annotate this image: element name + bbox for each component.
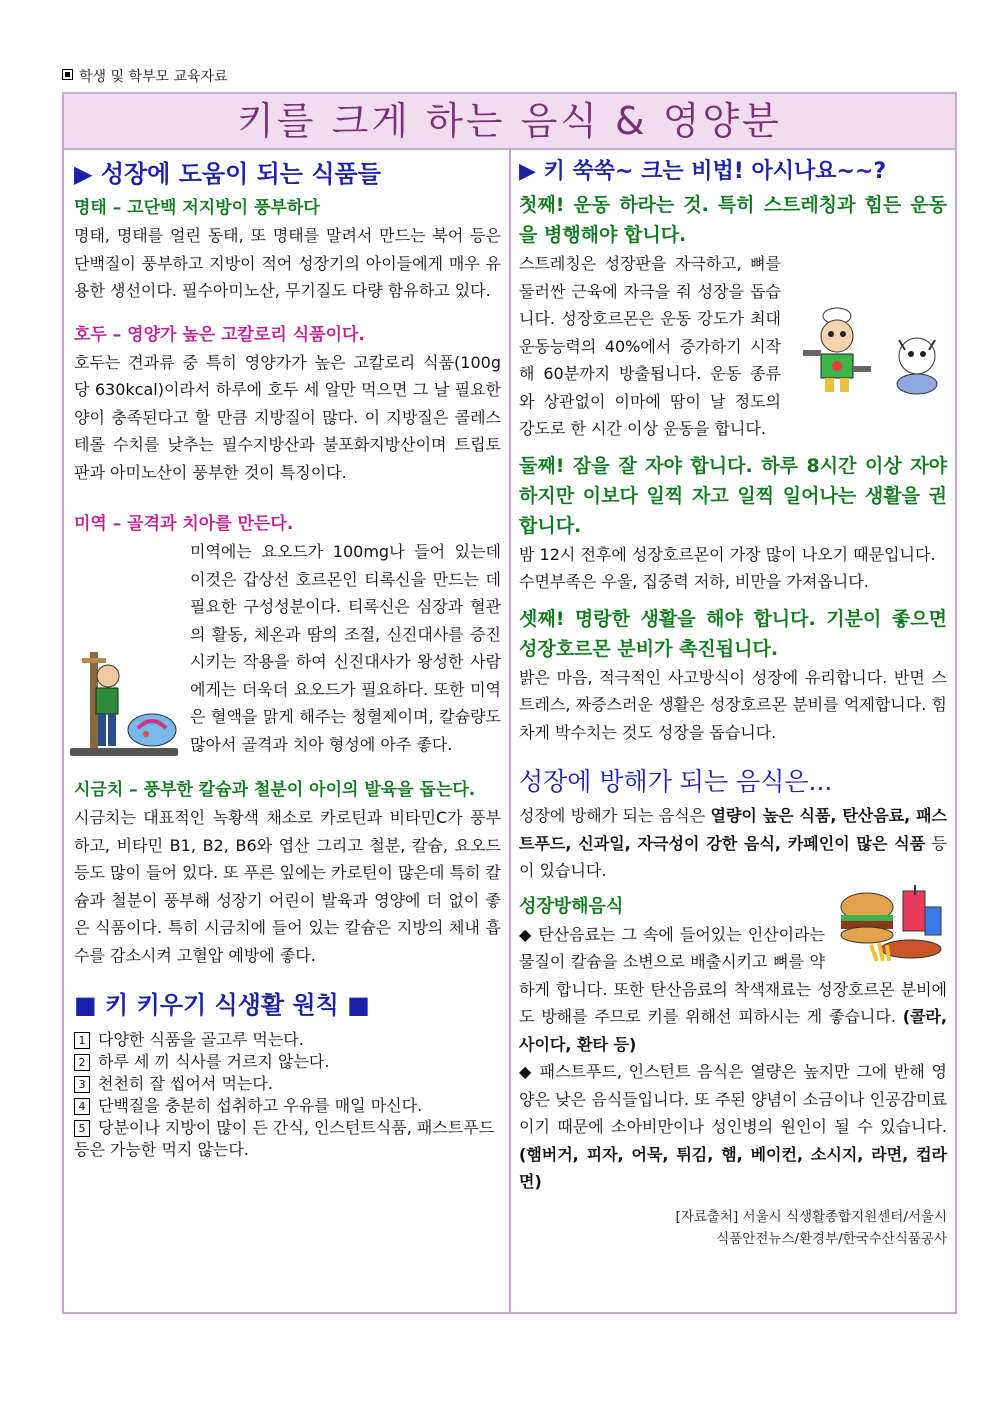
tip3-title: 셋째! 명랑한 생활을 해야 합니다. 기분이 좋으면 성장호르몬 분비가 촉진됩니다. <box>519 607 947 660</box>
fast-food-icon <box>831 885 947 965</box>
rule-item <box>74 1051 501 1073</box>
bad-food-subtitle: 성장방해음식 <box>519 895 624 917</box>
category-text: 학생 및 학부모 교육자료 <box>79 69 228 85</box>
rule-number: 5 <box>74 1120 90 1137</box>
tip1-body: 스트레칭은 성장판을 자극하고, 뼈를 둘러싼 근육에 자극을 줘 성장을 돕습니다. 성장호르몬은 운동 강도가 최대 운동능력의 40%에서 증가하기 시작해 60분까지 방출됩니다. 운동 종류와 상관없이 이마에 땀이 날 정도의 강도로 한 시간 이상 운동을 합니다. <box>519 254 781 438</box>
square-bullet-icon <box>62 69 73 80</box>
seaweed-body: 미역에는 요오드가 100mg나 들어 있는데 이것은 갑상선 호르몬인 티록신을 만드는 데 필요한 구성성분이다. 티록신은 심장과 혈관의 활동, 체온과 땀의 조절, 신진대사를 증진시키는 작용을 하여 신진대사가 왕성한 사람에게는 더욱더 요오드가 필요하다. 또한 미역은 혈액을 맑게 해주는 청혈제이며, 칼슘량도 많아서 골격과 치아 형성에 아주 좋다. <box>190 542 501 754</box>
tip2-body1: 밤 12시 전후에 성장호르몬이 가장 많이 나오기 때문입니다. <box>519 544 936 564</box>
seaweed-section <box>74 538 501 758</box>
bad-intro-c: 등이 있습니다. <box>519 833 948 880</box>
left-heading: ▶ 성장에 도움이 되는 식품들 <box>74 160 381 188</box>
rule-number: 3 <box>74 1076 90 1093</box>
tip3-body: 밝은 마음, 적극적인 사고방식이 성장에 유리합니다. 반면 스트레스, 짜증스러운 생활은 성장호르몬 분비를 억제합니다. 힘차게 박수치는 것도 성장을 돕습니다. <box>519 667 947 742</box>
left-column <box>64 150 511 1312</box>
fastfood-paragraph <box>519 1058 947 1196</box>
rule-item <box>74 1095 501 1117</box>
fastfood-text: ◆ 패스트푸드, 인스턴트 음식은 열량은 높지만 그에 반해 영양은 낮은 음식들입니다. 또 주된 양념이 소금이나 인공감미료이기 때문에 소아비만이나 성인병의 원인이 될 수 있습니다. <box>519 1062 947 1136</box>
right-heading: ▶ 키 쑥쑥~ 크는 비법! 아시나요~~? <box>519 159 887 184</box>
rule-item <box>74 1073 501 1095</box>
rule-item <box>74 1029 501 1051</box>
rule-text: 단백질을 충분히 섭취하고 우유를 매일 마신다. <box>98 1096 423 1115</box>
rule-text: 천천히 잘 씹어서 먹는다. <box>98 1074 273 1093</box>
seaweed-title: 미역 – 골격과 치아를 만든다. <box>74 514 294 534</box>
document-category-label <box>62 66 228 86</box>
source-line-1: [자료출처] 서울시 식생활종합지원센터/서울시 <box>675 1208 947 1225</box>
walnut-title: 호두 – 영양가 높은 고칼로리 식품이다. <box>74 324 365 345</box>
rules-title: ■ 키 키우기 식생활 원칙 ■ <box>74 991 370 1019</box>
exercising-kids-icon <box>787 306 951 398</box>
bad-food-intro <box>519 802 947 885</box>
rule-number: 1 <box>74 1032 90 1049</box>
tip2-body2: 수면부족은 우울, 집중력 저하, 비만을 가져옵니다. <box>519 572 869 591</box>
bad-food-section <box>519 893 947 1196</box>
tip2-title: 둘째! 잠을 잘 자야 합니다. 하루 8시간 이상 자야 하지만 이보다 일찍 자고 일찍 일어나는 생활을 권합니다. <box>519 454 947 537</box>
spinach-body: 시금치는 대표적인 녹황색 채소로 카로틴과 비타민C가 풍부하고, 비타민 B1, B2, B6와 엽산 그리고 철분, 칼슘, 요오드 등도 많이 들어 있다. 또 푸른 잎에는 카로틴이 많은데 특히 칼슘과 철분이 풍부해 성장기 어린이 발육과 영양에 더 없이 좋은 식품이다. 특히 시금치에 들어 있는 칼슘은 지방의 체내 흡수를 감소시켜 고혈압 예방에 좋다. <box>74 808 501 965</box>
tip1-section <box>519 250 947 443</box>
walnut-body: 호두는 견과류 중 특히 영양가가 높은 고칼로리 식품(100g 당 630kcal)이라서 하루에 호두 세 알만 먹으면 그 날 필요한 양이 충족된다고 할 만큼 지방질이 많다. 이 지방질은 콜레스테롤 수치를 낮추는 필수지방산과 불포화지방산이며 트립토판과 아미노산이 풍부한 것이 특징이다. <box>74 352 501 482</box>
soda-text: ◆ 탄산음료는 그 속에 들어있는 인산이라는 물질이 칼슘을 소변으로 배출시키고 뼈를 약하게 합니다. 또한 탄산음료의 착색재료는 성장호르몬 분비에도 방해를 주므로 키를 위해선 피하시는 게 좋습니다. <box>519 924 947 1026</box>
right-column <box>511 150 955 1312</box>
rule-item <box>74 1117 501 1161</box>
rule-text: 하루 세 끼 식사를 거르지 않는다. <box>98 1052 330 1071</box>
bad-intro-a: 성장에 방해가 되는 음식은 <box>519 806 711 825</box>
source-line-2: 식품안전뉴스/환경부/한국수산식품공사 <box>716 1230 947 1247</box>
bad-intro-bold: 열량이 높은 식품, 탄산음료, 패스트푸드, 신과일, 자극성이 강한 음식, 카페인이 많은 식품 <box>519 806 947 853</box>
height-measure-boy-icon <box>68 650 180 760</box>
rule-number: 4 <box>74 1098 90 1115</box>
tip1-title: 첫째! 운동 하라는 것. 특히 스트레칭과 힘든 운동을 병행해야 합니다. <box>519 194 947 246</box>
title-bar <box>64 94 955 150</box>
bad-food-heading: 성장에 방해가 되는 음식은... <box>519 767 833 796</box>
source-credit <box>519 1206 947 1250</box>
rule-text: 당분이나 지방이 많이 든 간식, 인스턴트식품, 패스트푸드 등은 가능한 먹지 않는다. <box>74 1118 495 1159</box>
rule-text: 다양한 식품을 골고루 먹는다. <box>98 1030 304 1049</box>
content-frame <box>62 92 957 1314</box>
pollack-title: 명태 – 고단백 저지방이 풍부하다 <box>74 198 320 218</box>
rules-list <box>74 1029 501 1161</box>
page-title: 키를 크게 하는 음식 & 영양분 <box>237 99 782 143</box>
fastfood-examples: (햄버거, 피자, 어묵, 튀김, 햄, 베이컨, 소시지, 라면, 컵라면) <box>519 1144 947 1191</box>
spinach-title: 시금치 – 풍부한 칼슘과 철분이 아이의 발육을 돕는다. <box>74 780 476 800</box>
pollack-body: 명태, 명태를 얼린 동태, 또 명태를 말려서 만드는 북어 등은 단백질이 풍부하고 지방이 적어 성장기의 아이들에게 매우 유용한 생선이다. 필수아미노산, 무기질도 다량 함유하고 있다. <box>74 226 501 300</box>
soda-examples: (콜라, 사이다, 환타 등) <box>519 1007 947 1054</box>
rule-number: 2 <box>74 1054 90 1071</box>
